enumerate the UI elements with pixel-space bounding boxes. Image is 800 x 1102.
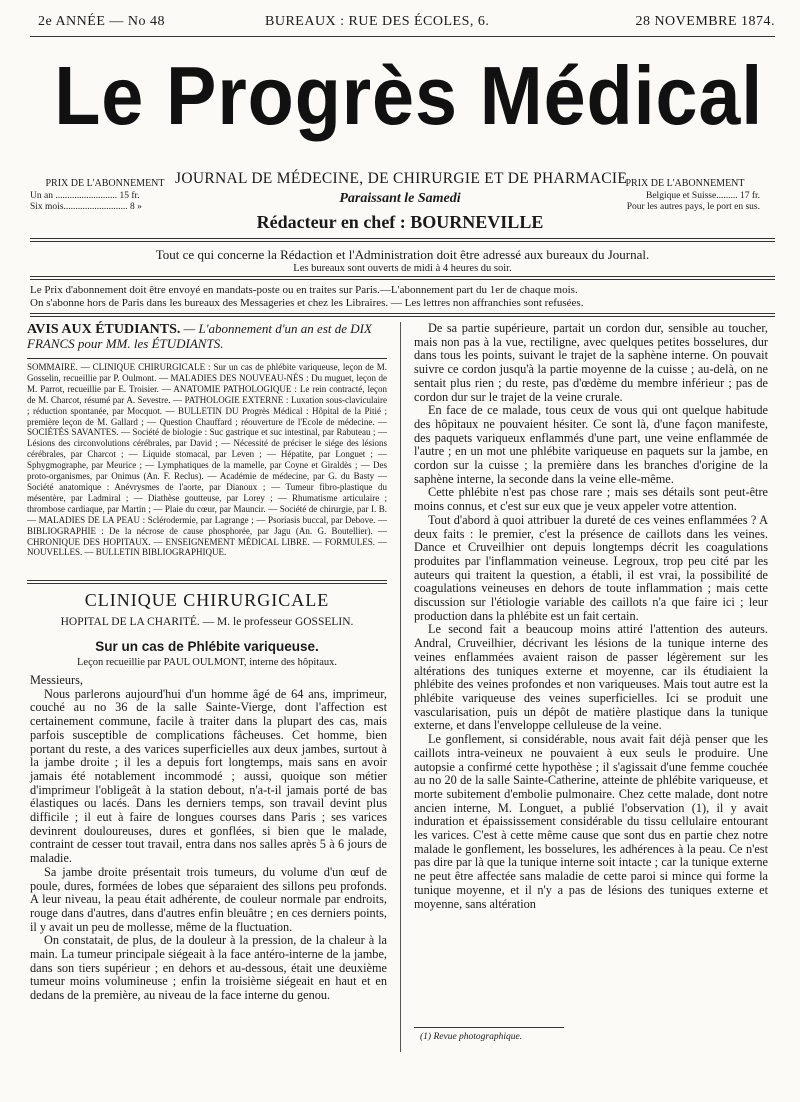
sommaire-rule (27, 580, 387, 584)
student-notice-title: AVIS AUX ÉTUDIANTS. (27, 322, 181, 337)
price-line-belgium: Belgique et Suisse......... 17 fr. (646, 191, 760, 201)
avis-rule (27, 358, 387, 359)
section-heading: CLINIQUE CHIRURGICALE (84, 590, 330, 610)
table-of-contents: SOMMAIRE. — CLINIQUE CHIRURGICALE : Sur un cas de phlébite variqueuse, leçon de M. Gosselin, recueillie par P. Oulmont. — MALADIES DES NOUVEAU-NÉS : Du muguet, leçon de M. Parrot, recueillie par E. Troisier. — ANATOMIE PATHOLOGIQUE : Le rein contracté, leçon de M. Charcot, résumé par A. Sevestre. — PATHOLOGIE EXTERNE : Luxation sous-claviculaire ; réduction spontanée, par Mocquot. — BULLETIN DU Progrès Médical : Hôpital de la Pitié ; première leçon de M. Gallard ; — Question Chauffard ; réouverture de l'Ecole de médecine. — SOCIÉTÉS SAVANTES. — Société de biologie : Suc gastrique et suc intestinal, par Rabuteau ; — Lésions des circonvolutions cérébrales, par David ; — Nécessité de préciser le siége des lésions cérébrales, par Charcot ; — Liquide stomacal, par Leven ; — Hépatite, par Longuet ; — Sphygmographe, par Meurice ; — Lymphatiques de la mamelle, par Coyne et Giraldès ; — Des proto-organismes, par Onimus (An. F. Reclus). — Académie de médecine, par G. du Basty — Société anatomique : Anévrysmes de l'aorte, par Dianoux ; — Tumeur fibro-plastique du mésentère, par Ladmiral ; — Diathèse goutteuse, par Lorey ; — Rhumatisme articulaire ; thrombose cardiaque, par Martin ; — Plaie du cœur, par Mauncir. — Société de chirurgie, par I. B. — MALADIES DE LA PEAU : Sclérodermie, par Lagrange ; — Psoriasis buccal, par Debove. — BIBLIOGRAPHIE : De la nécrose de cause phosphorée, par Jagu (An. G. Boutellier). — CHRONIQUE DES HOPITAUX. — ENSEIGNEMENT MÉDICAL LIBRE. — FORMULES. — NOUVELLES. — BULLETIN BIBLIOGRAPHIQUE. (27, 362, 387, 558)
paragraph: Messieurs, (30, 673, 83, 687)
top-line (30, 14, 775, 32)
paragraph: Tout d'abord à quoi attribuer la dureté de ces veines enflammées ? A deux faits : le premier, c'est la présence de caillots dans les veines. Dance et Cruveilhier ont depuis longtemps décrit les coagulations produites par l'inflammation veineuse. Legroux, trop peu cité par les auteurs qui traitent la question, a établi, il est vrai, la possibilité de coagulations veineuses en dehors de toute inflammation ; mais cette discussion sur l'étiologie variable des caillots n'a que faire ici ; leur production dans la phlébite est un fait certain. (414, 512, 768, 623)
header-rule (30, 238, 775, 242)
price-box-left (30, 178, 180, 213)
price-line-six-months: Six mois........................... 8 » (30, 202, 142, 212)
article-left-column (30, 674, 387, 1003)
paragraph: Cette phlébite n'est pas chose rare ; mais ses détails sont peut-être moins connus, et c'est sur eux que je veux appeler votre attention. (414, 485, 768, 514)
office-address: BUREAUX : RUE DES ÉCOLES, 6. (265, 14, 490, 29)
paragraph: Le gonflement, si considérable, nous avait fait déjà penser que les caillots intra-veineux ne pouvaient à eux seuls le produire. Une autopsie a confirmé cette hypothèse ; il s'agissait d'une femme couchée au no 20 de la salle Sainte-Catherine, atteinte de phlébite variqueuse, et morte subitement d'embolie pulmonaire. Chez cette malade, dont notre ancien interne, M. Longuet, a publié l'observation (1), il y avait induration et épaississement considérable du tissu cellulaire entourant les varices. C'est à cette même cause que sont dus en partie chez notre malade le gonflement, les bosselures, les adhérences à la peau. Ce n'est pas dire par là que la tunique interne soit intacte ; car la tunique externe ne peut être affectée sans maladie de cette paroi si mince qui forme la tunique moyenne, et il n'y a pas de lésions des tuniques externe et moyenne, sans altération (414, 732, 768, 911)
footnote-rule (414, 1027, 564, 1028)
issue-number: 2e ANNÉE — No 48 (38, 14, 165, 29)
hospital-line: HOPITAL DE LA CHARITÉ. — M. le professeur GOSSELIN. (60, 616, 354, 628)
subscription-rule (30, 313, 775, 317)
paragraph: Le second fait a beaucoup moins attiré l'attention des auteurs. Andral, Cruveilhier, décrivant les lésions de la tunique interne des veines enflammées avaient raison de passer légèrement sur les altérations des tuniques externe et moyenne, car ils étudiaient la phlébite des veines profondes et non variqueuses. Mais tout autre est la phlébite variqueuse des veines superficielles. Ici se produit une vascularisation, puis un dépôt de matière plastique dans la tunique externe, et dans l'enveloppe celluleuse de la veine. (414, 622, 768, 733)
subscription-line-1: Le Prix d'abonnement doit être envoyé en mandats-poste ou en traites sur Paris.—L'abonnement part du 1er de chaque mois. (30, 284, 578, 296)
price-heading-right: PRIX DE L'ABONNEMENT (625, 178, 745, 189)
column-divider (400, 322, 401, 1052)
student-notice (27, 322, 387, 351)
top-rule (30, 36, 775, 37)
notice-rule (30, 276, 775, 280)
subscription-line-2: On s'abonne hors de Paris dans les bureaux des Messageries et chez les Libraires. — Les lettres non affranchies sont refusées. (30, 297, 584, 309)
subscription-notice (30, 284, 775, 310)
price-heading-left: PRIX DE L'ABONNEMENT (45, 178, 165, 189)
editorial-notice (30, 248, 775, 276)
paragraph: De sa partie supérieure, partait un cordon dur, sensible au toucher, mais non pas à la vue, rectiligne, avec quelques petites bosselures, dur dans tous les points, suivant le trajet de la saphène interne. On pouvait suivre ce cordon jusqu'à la partie moyenne de la cuisse ; au-delà, on ne sentait plus rien ; du reste, pas d'œdème du membre inférieur ; pas de cordon dur sur le trajet de la veine crurale. (414, 321, 768, 404)
price-box-right (610, 178, 760, 213)
price-line-other: Pour les autres pays, le port en sus. (626, 202, 760, 212)
paragraph: En face de ce malade, tous ceux de vous qui ont quelque habitude des hôpitaux ne pouvaient hésiter. Ce sont là, d'une façon manifeste, des paquets variqueux enflammés d'une part, une veine enflammée de l'autre ; en un mot une phlébite variqueuse en paquets sur la jambe, en cordon sur la cuisse ; la première dans les branches d'origine de la saphène interne, la seconde dans la veine elle-même. (414, 403, 768, 486)
price-line-year: Un an .......................... 15 fr. (30, 191, 140, 201)
paragraph: On constatait, de plus, de la douleur à la pression, de la chaleur à la main. La tumeur principale siégeait à la face antéro-interne de la jambe, dans son tiers supérieur ; en dehors et au-dessous, était une deuxième tumeur moins volumineuse ; enfin la troisième siégeait en haut et en dedans de la première, au niveau de la face interne du genou. (30, 933, 387, 1003)
masthead-title: Le Progrès Médical (54, 49, 764, 142)
paragraph: Sa jambe droite présentait trois tumeurs, du volume d'un œuf de poule, dures, formées de lobes que séparaient des sillons peu profonds. A leur niveau, la peau était adhérente, de couleur normale par endroits, rouge dans d'autres, dans d'autres enfin bleuâtre ; en ces derniers points, il y avait un peu de mollesse, même de la fluctuation. (30, 864, 387, 934)
article-right-column (414, 322, 768, 911)
footnote: (1) Revue photographique. (420, 1032, 523, 1042)
editor-in-chief: Rédacteur en chef : BOURNEVILLE (256, 212, 544, 232)
student-notice-text: — L'abonnement d'un an est de DIX FRANCS pour MM. les ÉTUDIANTS. (27, 321, 372, 351)
issue-date: 28 NOVEMBRE 1874. (635, 14, 775, 29)
publication-frequency: Paraissant le Samedi (339, 191, 461, 206)
journal-subtitle: JOURNAL DE MÉDECINE, DE CHIRURGIE ET DE PHARMACIE (175, 170, 628, 187)
article-title: Sur un cas de Phlébite variqueuse. (95, 639, 319, 654)
paragraph: Nous parlerons aujourd'hui d'un homme âgé de 64 ans, imprimeur, couché au no 36 de la salle Sainte-Vierge, dont l'affection est certainement commune, facile à traiter dans la plupart des cas, mais parfois susceptible de complications fâcheuses. Cet homme, bien portant du reste, a des varices superficielles aux deux jambes, surtout à la jambe droite ; il les a depuis fort longtemps, mais sans en avoir jamais été notablement incommodé ; aussi, quoique son métier d'imprimeur l'obligeât à la station debout, n'a-t-il jamais porté de bas élastiques ou lacés. Dans les derniers temps, son travail devint plus difficile ; il eut à faire de longues courses dans Paris ; ses varices devinrent douloureuses, dures et gonflées, si bien que le malade, contraint de cesser tout travail, entra dans nos salles après 5 à 6 jours de maladie. (30, 686, 387, 866)
notice-line-2: Les bureaux sont ouverts de midi à 4 heures du soir. (293, 263, 512, 274)
article-byline: Leçon recueillie par PAUL OULMONT, interne des hôpitaux. (77, 657, 337, 668)
notice-line-1: Tout ce qui concerne la Rédaction et l'Administration doit être adressé aux bureaux du Journal. (155, 247, 650, 262)
